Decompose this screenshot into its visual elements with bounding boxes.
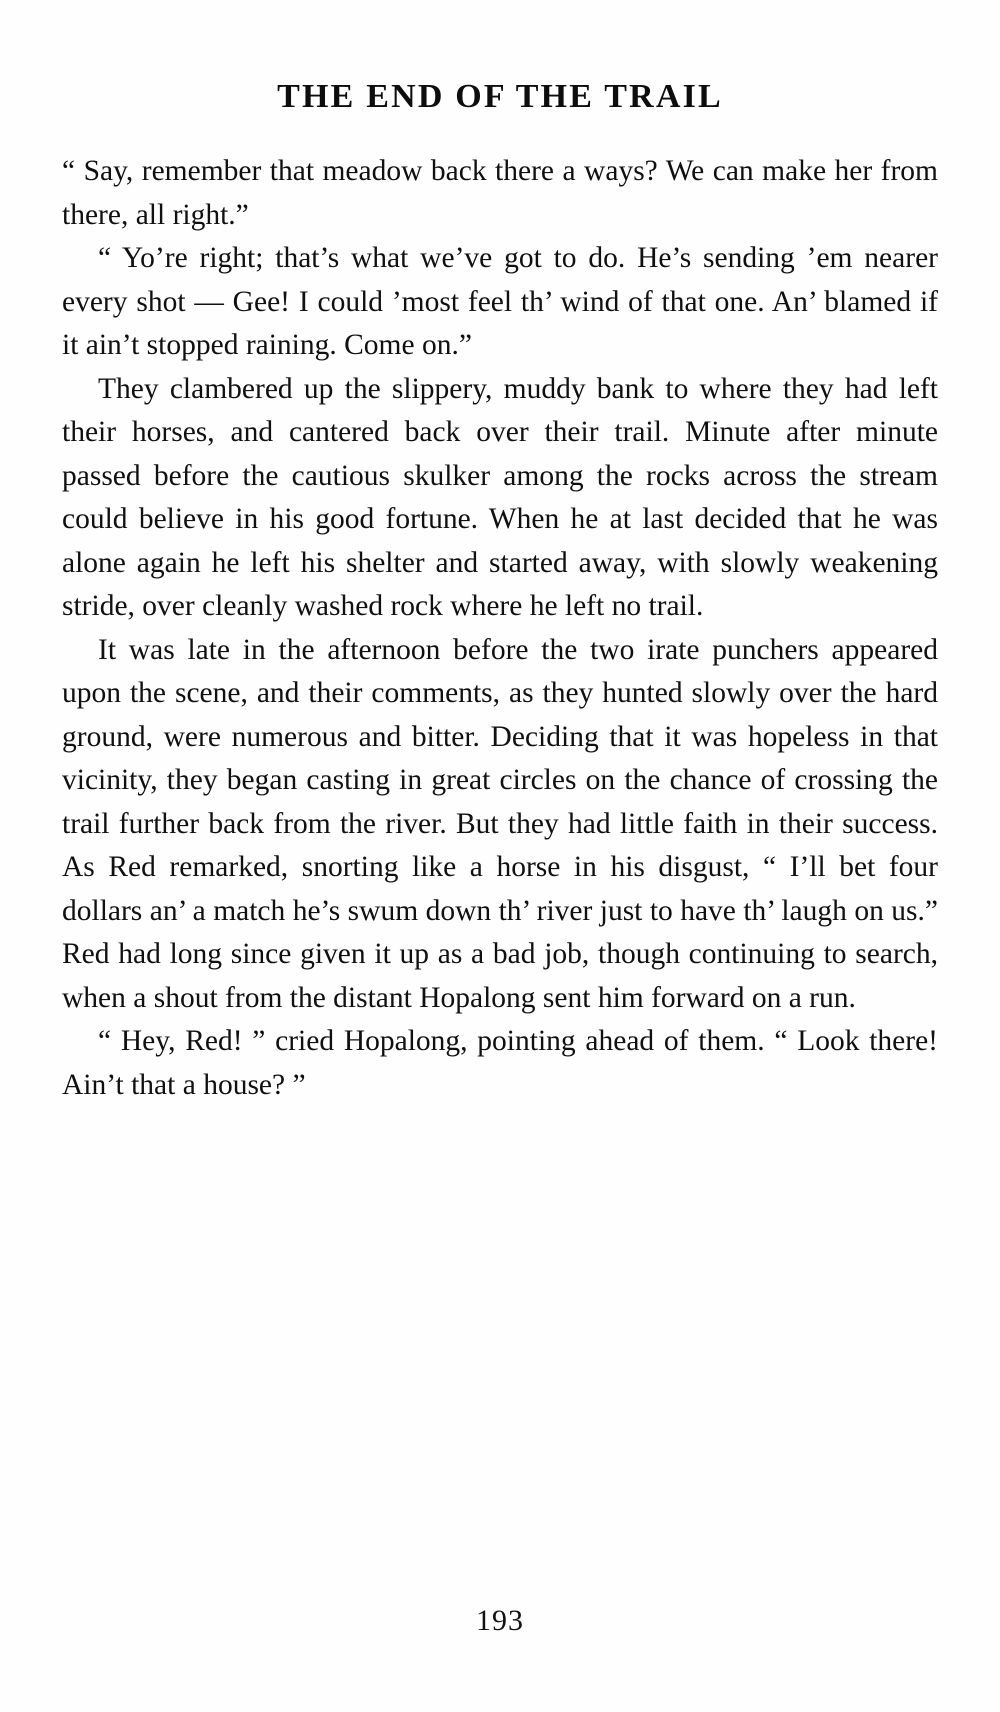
page-title: THE END OF THE TRAIL — [277, 78, 723, 115]
paragraph: They clambered up the slippery, muddy bank to where they had left their horses, and cantered back over their trail. Minute after minute passed before the cautious skulker among the rocks across the stream could believe in his good fortune. When he at last decided that he was alone again he left his shelter and started away, with slowly weakening stride, over cleanly washed rock where he left no trail. — [62, 372, 938, 622]
page-body — [62, 150, 938, 1107]
page-number: 193 — [476, 1604, 524, 1637]
paragraph: “ Say, remember that meadow back there a ways? We can make her from there, all right.” — [62, 155, 938, 231]
paragraph: “ Hey, Red! ” cried Hopalong, pointing ahead of them. “ Look there! Ain’t that a house? ” — [62, 1025, 938, 1101]
paragraph: “ Yo’re right; that’s what we’ve got to do. He’s sending ’em nearer every shot — Gee! I could ’most feel th’ wind of that one. An’ blamed if it ain’t stopped raining. Come on.” — [62, 242, 938, 361]
paragraph: It was late in the afternoon before the two irate punchers appeared upon the scene, and their comments, as they hunted slowly over the hard ground, were numerous and bitter. Deciding that it was hopeless in that vicinity, they began casting in great circles on the chance of crossing the trail further back from the river. But they had little faith in their success. As Red remarked, snorting like a horse in his disgust, “ I’ll bet four dollars an’ a match he’s swum down th’ river just to have th’ laugh on us.” Red had long since given it up as a bad job, though continuing to search, when a shout from the distant Hopalong sent him forward on a run. — [62, 633, 938, 1014]
